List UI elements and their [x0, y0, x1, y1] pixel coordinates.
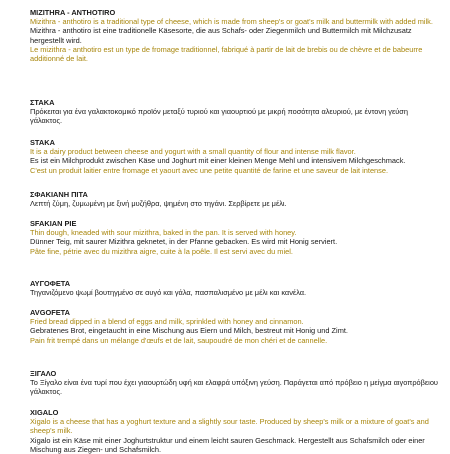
section-xigalo-greek — [30, 369, 440, 397]
section-sfakian — [30, 219, 440, 256]
section-staka — [30, 138, 440, 175]
german-text: Gebratenes Brot, eingetaucht in eine Mischung aus Eiern und Milch, bestreut mit Honig und Zimt. — [30, 326, 348, 336]
german-text: Xigalo ist ein Käse mit einer Joghurtstruktur und einem leicht sauren Geschmack. Hergestellt aus Schafsmilch oder einer Mischung aus Ziegen- und Schafsmilch. — [30, 435, 425, 454]
german-text: Mizithra - anthotiro ist eine traditionelle Käsesorte, die aus Schafs- oder Ziegenmilch und Buttermilch mit Milchzusatz hergestellt wird. — [30, 26, 412, 45]
section-title: MIZITHRA - ANTHOTIRO — [30, 8, 116, 17]
section-avgofeta — [30, 308, 440, 345]
english-text: Xigalo is a cheese that has a yoghurt texture and a slightly sour taste. Produced by sheep's milk or a mixture of goat's and sheep's milk. — [30, 417, 429, 436]
section-mizithra — [30, 8, 440, 63]
section-title: ΞΙΓΑΛΟ — [30, 369, 57, 378]
greek-text: Τηγανιζόμενο ψωμί βουτηγμένο σε αυγό και γάλα, πασπαλισμένο με μέλι και κανέλα. — [30, 288, 307, 298]
english-text: It is a dairy product between cheese and yogurt with a small quantity of flour and intense milk flavor. — [30, 147, 356, 157]
section-xigalo — [30, 408, 440, 454]
section-staka-greek — [30, 98, 440, 126]
section-title: XIGALO — [30, 408, 59, 417]
greek-text: Το Ξίγαλο είναι ένα τυρί που έχει γιαουρτώδη υφή και ελαφρά υπόξινη γεύση. Παράγεται από πρόβειο η μείγμα αιγοπρόβειου γάλακτος. — [30, 378, 438, 397]
french-text: C'est un produit laitier entre fromage et yaourt avec une petite quantité de farine et une saveur de lait intense. — [30, 165, 389, 175]
german-text: Dünner Teig, mit saurer Mizithra geknetet, in der Pfanne gebacken. Es wird mit Honig serviert. — [30, 237, 338, 247]
section-sfakian-greek — [30, 190, 440, 208]
french-text: Pain frit trempé dans un mélange d'œufs et de lait, saupoudré de mon chéri et de cannelle. — [30, 335, 328, 345]
german-text: Es ist ein Milchprodukt zwischen Käse und Joghurt mit einer kleinen Menge Mehl und intensivem Milchgeschmack. — [30, 156, 406, 166]
section-avgofeta-greek — [30, 279, 440, 297]
section-title: ΣΤΑΚΑ — [30, 98, 55, 107]
english-text: Fried bread dipped in a blend of eggs and milk, sprinkled with honey and cinnamon. — [30, 317, 304, 327]
section-title: ΣΦΑΚΙΑΝΗ ΠΙΤΑ — [30, 190, 88, 199]
french-text: Pâte fine, pétrie avec du mizithra aigre, cuite à la poêle. Il est servi avec du miel. — [30, 246, 293, 256]
section-title: STAKA — [30, 138, 55, 147]
section-title: SFAKIAN PIE — [30, 219, 77, 228]
english-text: Thin dough, kneaded with sour mizithra, baked in the pan. It is served with honey. — [30, 228, 297, 238]
french-text: Le mizithra - anthotiro est un type de fromage traditionnel, fabriqué à partir de lait de brebis ou de chèvre et de babeurre additionné de lait. — [30, 44, 423, 64]
greek-text: Λεπτή ζύμη, ζυμωμένη με ξινή μυζήθρα, ψημένη στο τηγάνι. Σερβίρετε με μέλι. — [30, 199, 287, 209]
section-title: ΑΥΓΟΦΕΤΑ — [30, 279, 71, 288]
greek-text: Πρόκειται για ένα γαλακτοκομικό προϊόν μεταξύ τυριού και γιαουρτιού με μικρή ποσότητα αλευριού, με έντονη γεύση γάλακτος. — [30, 107, 408, 126]
section-title: AVGOFETA — [30, 308, 70, 317]
english-text: Mizithra - anthotiro is a traditional type of cheese, which is made from sheep's or goat's milk and buttermilk with added milk. — [30, 17, 433, 27]
